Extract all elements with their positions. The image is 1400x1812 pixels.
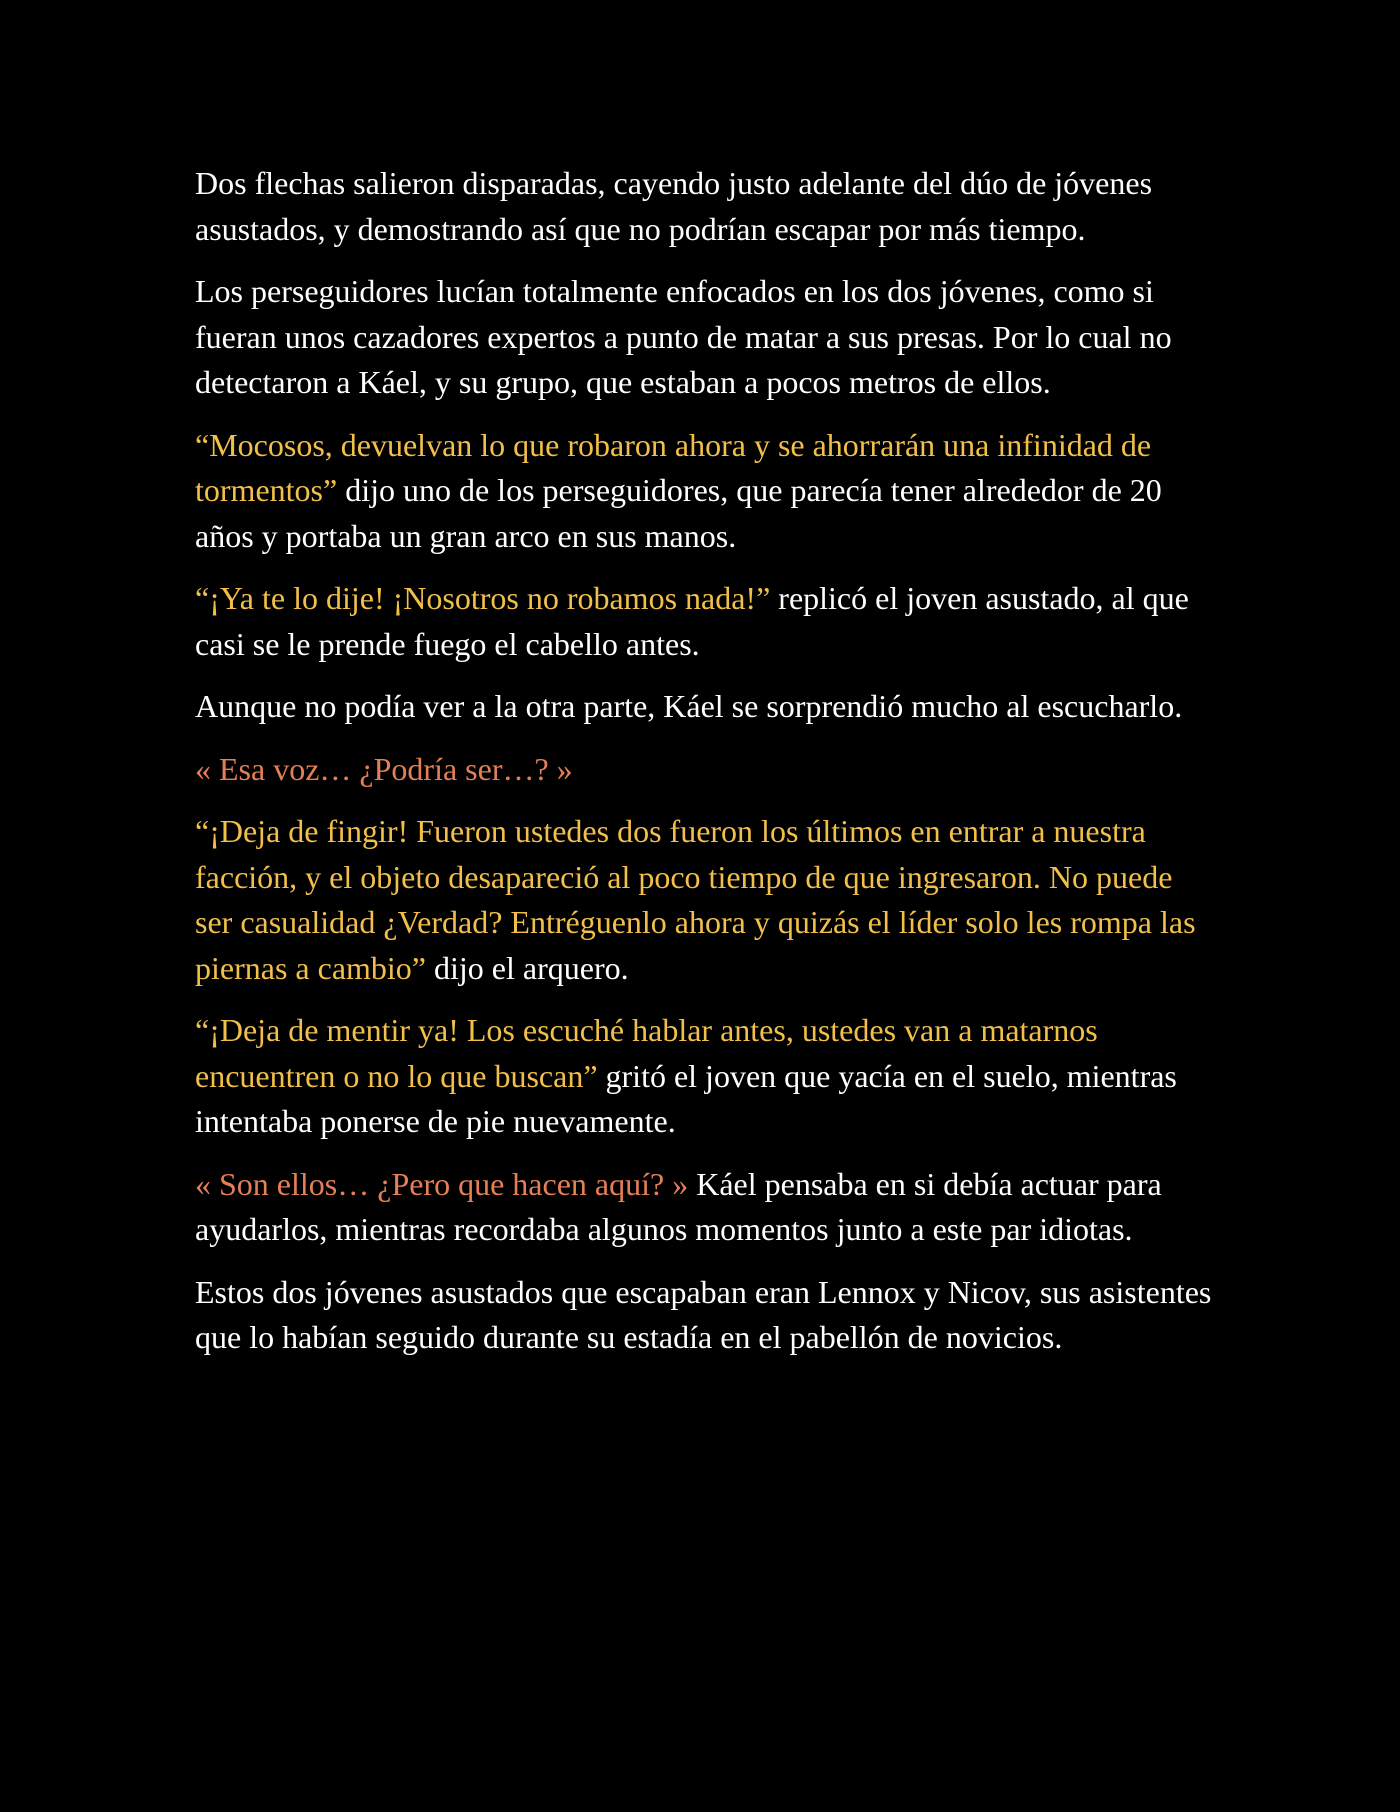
- paragraph-4: [195, 576, 1215, 667]
- paragraph-5: [195, 684, 1215, 730]
- paragraph-8: [195, 1008, 1215, 1145]
- dialogue-text: “¡Deja de fingir! Fueron ustedes dos fueron los últimos en entrar a nuestra facción, y el objeto desapareció al poco tiempo de que ingresaron. No puede ser casualidad ¿Verdad? Entréguenlo ahora y quizás el líder solo les rompa las piernas a cambio”: [195, 813, 1196, 986]
- paragraph-9: [195, 1162, 1215, 1253]
- paragraph-10: [195, 1270, 1215, 1361]
- document-page: [195, 161, 1215, 1378]
- thought-text: « Esa voz… ¿Podría ser…? »: [195, 750, 573, 787]
- dialogue-text: “¡Ya te lo dije! ¡Nosotros no robamos nada!”: [195, 580, 771, 616]
- paragraph-2: [195, 269, 1215, 406]
- narration-text: Dos flechas salieron disparadas, cayendo justo adelante del dúo de jóvenes asustados, y demostrando así que no podrían escapar por más tiempo.: [195, 165, 1153, 247]
- thought-text: « Son ellos… ¿Pero que hacen aquí? »: [195, 1165, 689, 1202]
- narration-text: replicó el joven asustado, al que casi se le prende fuego el cabello antes.: [195, 580, 1189, 662]
- paragraph-3: [195, 423, 1215, 560]
- narration-text: Estos dos jóvenes asustados que escapaban eran Lennox y Nicov, sus asistentes que lo habían seguido durante su estadía en el pabellón de novicios.: [195, 1273, 1212, 1355]
- dialogue-text: “Mocosos, devuelvan lo que robaron ahora y se ahorrarán una infinidad de tormentos”: [195, 426, 1152, 508]
- narration-text: gritó el joven que yacía en el suelo, mientras intentaba ponerse de pie nuevamente.: [195, 1057, 1177, 1139]
- paragraph-1: [195, 161, 1215, 252]
- narration-text: Aunque no podía ver a la otra parte, Káel se sorprendió mucho al escucharlo.: [195, 688, 1183, 724]
- narration-text: dijo el arquero.: [426, 949, 629, 986]
- narration-text: dijo uno de los perseguidores, que parecía tener alrededor de 20 años y portaba un gran arco en sus manos.: [195, 472, 1162, 554]
- dialogue-text: “¡Deja de mentir ya! Los escuché hablar antes, ustedes van a matarnos encuentren o no lo que buscan”: [195, 1012, 1098, 1094]
- narration-text: Káel pensaba en si debía actuar para ayudarlos, mientras recordaba algunos momentos junto a este par idiotas.: [195, 1165, 1162, 1247]
- paragraph-7: [195, 809, 1215, 991]
- paragraph-6: [195, 747, 1215, 793]
- narration-text: Los perseguidores lucían totalmente enfocados en los dos jóvenes, como si fueran unos cazadores expertos a punto de matar a sus presas. Por lo cual no detectaron a Káel, y su grupo, que estaban a pocos metros de ellos.: [195, 273, 1172, 400]
